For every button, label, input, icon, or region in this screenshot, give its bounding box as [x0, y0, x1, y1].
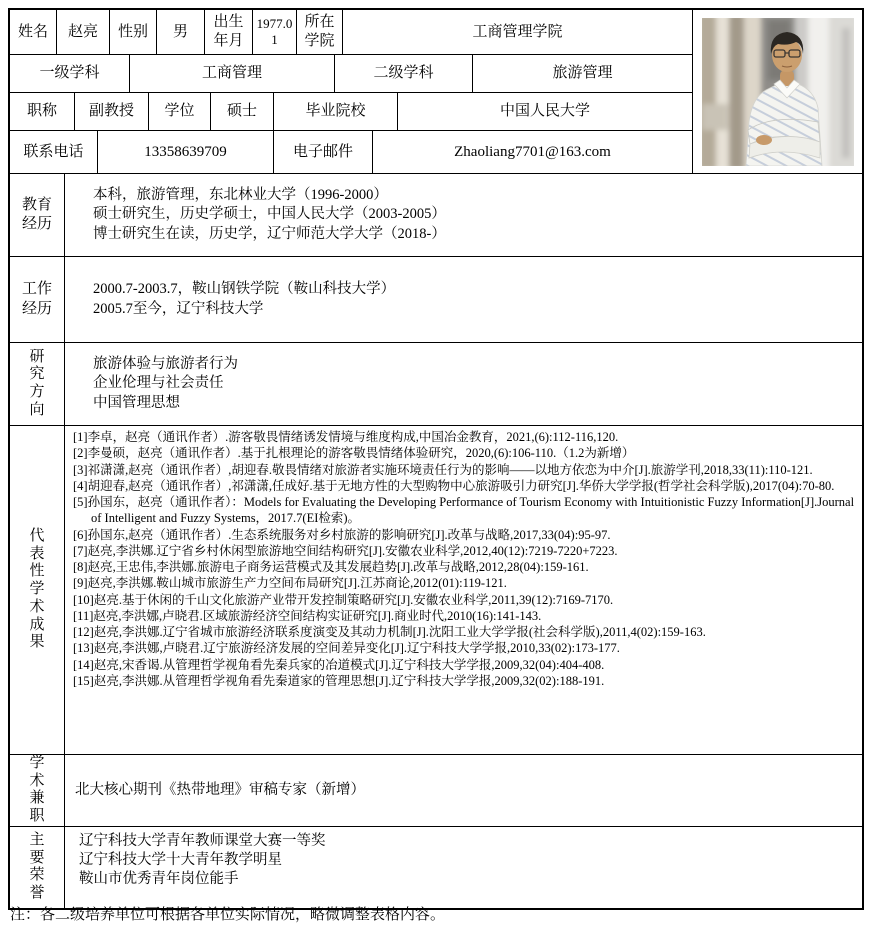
- school-label: 毕业院校: [274, 93, 398, 131]
- phone-label: 联系电话: [10, 131, 98, 174]
- profile-grid: [10, 10, 693, 174]
- publication-item: [15]赵亮,李洪娜.从管理哲学视角看先秦道家的管理思想[J].辽宁科技大学学报,2009,32(02):188-191.: [73, 673, 605, 688]
- portrait-photo: [702, 18, 854, 166]
- section-academic-label: 学术兼职: [29, 755, 45, 825]
- profile-header: [10, 10, 862, 174]
- discipline2-label: 二级学科: [335, 55, 473, 93]
- name-value: 赵亮: [57, 10, 110, 55]
- title-value: 副教授: [75, 93, 149, 131]
- research-line: 旅游体验与旅游者行为: [93, 356, 238, 373]
- publication-item: [11]赵亮,李洪娜,卢晓君.区域旅游经济空间结构实证研究[J].商业时代,2010(16):141-143.: [73, 608, 542, 623]
- title-label: 职称: [10, 93, 75, 131]
- section-honors-label: 主要荣誉: [29, 831, 45, 901]
- gender-value: 男: [157, 10, 205, 55]
- publication-item: [6]孙国东,赵亮（通讯作者）.生态系统服务对乡村旅游的影响研究[J].改革与战略,2017,33(04):95-97.: [73, 527, 611, 542]
- publication-item: [10]赵亮.基于休闲的千山文化旅游产业带开发控制策略研究[J].安徽农业科学,2011,39(12):7169-7170.: [73, 592, 614, 607]
- profile-row-3: [10, 93, 693, 131]
- section-work-label-cell: [10, 257, 65, 342]
- section-academic-content: [65, 755, 862, 826]
- section-publications-content: [65, 426, 862, 754]
- publication-item: [12]赵亮,李洪娜.辽宁省城市旅游经济联系度演变及其动力机制[J].沈阳工业大学学报(社会科学版),2011,4(02):159-163.: [73, 625, 706, 639]
- section-academic: [10, 755, 862, 827]
- section-honors-content: [65, 827, 862, 908]
- section-honors: [10, 827, 862, 908]
- publication-item: [8]赵亮,王忠伟,李洪娜.旅游电子商务运营模式及其发展趋势[J].改革与战略,2012,28(04):159-161.: [73, 560, 589, 574]
- discipline1-value: 工商管理: [130, 55, 335, 93]
- section-education-label: 教育经历: [21, 196, 52, 232]
- section-academic-label-cell: [10, 755, 65, 826]
- section-work-label: 工作经历: [21, 281, 52, 317]
- section-research: [10, 343, 862, 426]
- footnote: 注：各二级培养单位可根据各单位实际情况，略微调整表格内容。: [10, 907, 446, 923]
- section-education-label-cell: [10, 174, 65, 256]
- email-value: Zhaoliang7701@163.com: [373, 131, 693, 174]
- honor-line: 辽宁科技大学青年教师课堂大赛一等奖: [79, 832, 326, 849]
- section-education-content: [65, 174, 862, 256]
- section-research-content: [65, 343, 862, 425]
- section-publications: [10, 426, 862, 755]
- photo-cell: [693, 10, 862, 174]
- college-label: 所在学院: [297, 10, 343, 55]
- section-research-label-cell: [10, 343, 65, 425]
- publication-item: [3]祁潇潇,赵亮（通讯作者）,胡迎春.敬畏情绪对旅游者实施环境责任行为的影响——以地方依恋为中介[J].旅游学刊,2018,33(11):110-121.: [73, 462, 813, 477]
- publication-item: [13]赵亮,李洪娜,卢晓君.辽宁旅游经济发展的空间差异变化[J].辽宁科技大学学报,2010,33(02):173-177.: [73, 641, 620, 656]
- school-value: 中国人民大学: [398, 93, 693, 131]
- publication-item: [9]赵亮,李洪娜.鞍山城市旅游生产力空间布局研究[J].江苏商论,2012(01):119-121.: [73, 576, 507, 591]
- publication-item: [1]李卓，赵亮（通讯作者）.游客敬畏情绪诱发情境与维度构成,中国冶金教育，2021,(6):112-116,120.: [73, 430, 619, 444]
- phone-value: 13358639709: [98, 131, 274, 174]
- research-line: 中国管理思想: [93, 394, 180, 411]
- education-line: 本科，旅游管理，东北林业大学（1996-2000）: [93, 187, 388, 204]
- profile-row-4: [10, 131, 693, 174]
- publication-item: [5]孙国东，赵亮（通讯作者）：Models for Evaluating the Developing Performance of Tourism Economy with Intuitionistic Fuzzy Information[J].Journal of Intelligent and Fuzzy Systems，2017.7(EI检索)。: [73, 495, 855, 526]
- section-publications-label: 代表性学术成果: [29, 528, 45, 651]
- birth-label: 出生年月: [205, 10, 253, 55]
- section-publications-label-cell: [10, 426, 65, 754]
- resume-table: [8, 8, 864, 910]
- publication-item: [14]赵亮,宋香谒.从管理哲学视角看先秦兵家的冶道模式[J].辽宁科技大学学报,2009,32(04):404-408.: [73, 657, 605, 672]
- section-honors-label-cell: [10, 827, 65, 908]
- honor-line: 鞍山市优秀青年岗位能手: [79, 871, 239, 887]
- discipline2-value: 旅游管理: [473, 55, 693, 93]
- college-value: 工商管理学院: [343, 10, 693, 55]
- work-line: 2000.7-2003.7，鞍山钢铁学院（鞍山科技大学）: [93, 281, 396, 298]
- degree-label: 学位: [149, 93, 211, 131]
- gender-label: 性别: [110, 10, 157, 55]
- birth-value: 1977.01: [253, 10, 297, 55]
- publication-item: [4]胡迎春,赵亮（通讯作者）,祁潇潇,任成好.基于无地方性的大型购物中心旅游吸引力研究[J].华侨大学学报(哲学社会科学版),2017(04):70-80.: [73, 478, 835, 493]
- name-label: 姓名: [10, 10, 57, 55]
- education-line: 博士研究生在读，历史学，辽宁师范大学大学（2018-）: [93, 225, 446, 242]
- section-work: [10, 257, 862, 343]
- discipline1-label: 一级学科: [10, 55, 130, 93]
- work-line: 2005.7至今，辽宁科技大学: [93, 300, 264, 317]
- section-work-content: [65, 257, 862, 342]
- honor-line: 辽宁科技大学十大青年教学明星: [79, 851, 282, 868]
- research-line: 企业伦理与社会责任: [93, 375, 224, 392]
- degree-value: 硕士: [211, 93, 274, 131]
- section-research-label: 研究方向: [29, 348, 45, 418]
- academic-line: 北大核心期刊《热带地理》审稿专家（新增）: [75, 781, 365, 798]
- email-label: 电子邮件: [274, 131, 373, 174]
- education-line: 硕士研究生，历史学硕士，中国人民大学（2003-2005）: [93, 206, 446, 223]
- profile-row-2: [10, 55, 693, 93]
- publication-item: [7]赵亮,李洪娜.辽宁省乡村休闲型旅游地空间结构研究[J].安徽农业科学,2012,40(12):7219-7220+7223.: [73, 543, 618, 558]
- publication-item: [2]李曼硕，赵亮（通讯作者）.基于扎根理论的游客敬畏情绪体验研究，2020,(6):106-110.（1.2为新增）: [73, 446, 635, 461]
- profile-row-1: [10, 10, 693, 55]
- section-education: [10, 174, 862, 257]
